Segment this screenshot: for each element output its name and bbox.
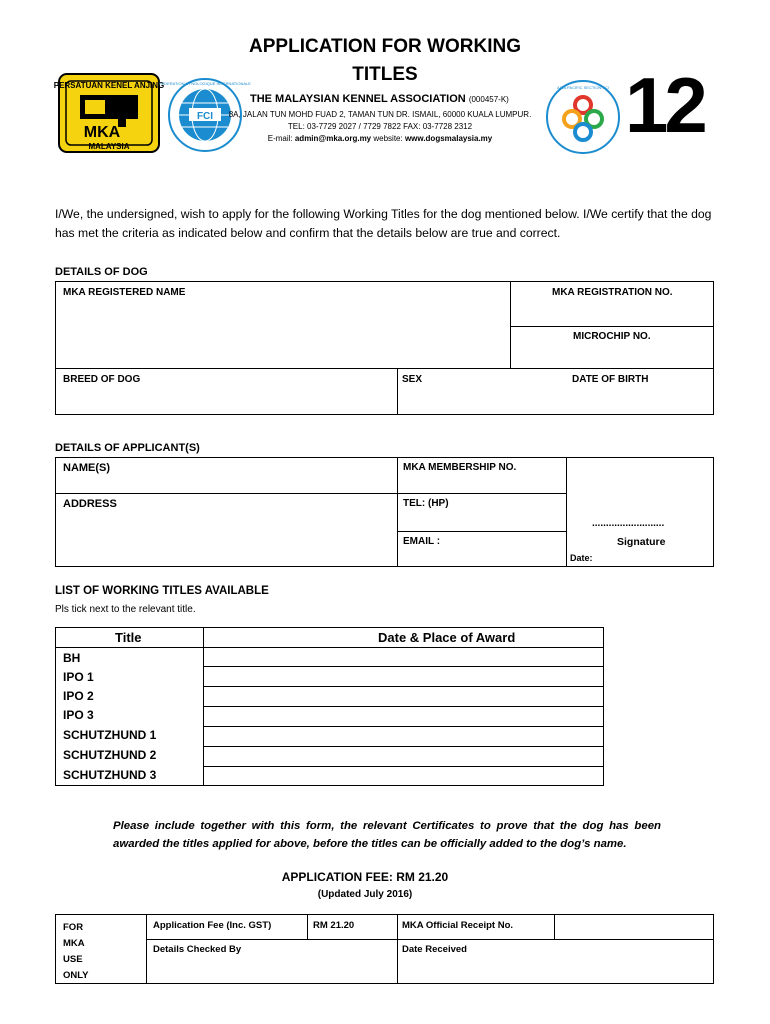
title-item-bh[interactable]: BH (63, 651, 81, 665)
microchip-no-field[interactable]: MICROCHIP NO. (573, 331, 651, 342)
tel-field[interactable]: TEL: (HP) (403, 498, 449, 509)
registration-no-field[interactable]: MKA REGISTRATION NO. (552, 287, 673, 298)
applicant-details-heading: DETAILS OF APPLICANT(S) (55, 442, 200, 454)
page-title-line2: TITLES (352, 64, 418, 85)
registered-name-field[interactable]: MKA REGISTERED NAME (63, 287, 186, 298)
title-item-ipo2[interactable]: IPO 2 (63, 689, 94, 703)
for-line1: FOR (63, 922, 84, 933)
association-address: 8A, JALAN TUN MOHD FUAD 2, TAMAN TUN DR. ISMAIL, 60000 KUALA LUMPUR. (228, 110, 532, 119)
association-reg: (000457-K) (468, 95, 509, 104)
asia-pacific-logo (543, 78, 623, 156)
application-fee: APPLICATION FEE: RM 21.20 (281, 870, 449, 884)
page-title (210, 33, 560, 89)
association-name (250, 93, 509, 105)
association-name-text: THE MALAYSIAN KENNEL ASSOCIATION (250, 93, 466, 105)
email-link[interactable]: admin@mka.org.my (294, 134, 372, 143)
signature-label: Signature (617, 536, 666, 548)
titles-subheading: Pls tick next to the relevant title. (55, 604, 196, 615)
for-line2: MKA (63, 938, 85, 949)
for-line4: ONLY (63, 970, 89, 981)
title-item-schutzhund1[interactable]: SCHUTZHUND 1 (63, 728, 157, 742)
address-field[interactable]: ADDRESS (63, 498, 117, 510)
updated-date: (Updated July 2016) (317, 889, 413, 900)
certificate-note: Please include together with this form, the relevant Certificates to prove that the dog has been awarded the titles applied for above, before the titles can be officially added to the dog’s name. (113, 820, 661, 850)
title-item-ipo1[interactable]: IPO 1 (63, 670, 94, 684)
website-label: website: (373, 134, 403, 143)
email-label: E-mail: (267, 134, 293, 143)
dog-details-table (55, 281, 714, 415)
page-title-line1: APPLICATION FOR WORKING (249, 36, 521, 57)
for-mka-use-only (63, 920, 89, 984)
sex-field[interactable]: SEX (402, 374, 423, 385)
office-amount: RM 21.20 (313, 920, 355, 931)
association-contact (220, 134, 540, 143)
names-field[interactable]: NAME(S) (63, 462, 111, 474)
mka-logo-top-text: PERSATUAN KENEL ANJING (53, 81, 165, 90)
title-item-ipo3[interactable]: IPO 3 (63, 708, 94, 722)
mka-logo (53, 73, 165, 153)
signature-line[interactable]: .......................... (592, 518, 665, 529)
mka-logo-middle-text: MKA (83, 124, 121, 141)
email-field[interactable]: EMAIL : (403, 536, 441, 547)
intro-statement: I/We, the undersigned, wish to apply for the following Working Titles for the dog mentioned below. I/We certify that the dog has met the criteria as indicated below and confirm that the details below are true and correct. (55, 207, 712, 240)
dog-details-heading: DETAILS OF DOG (55, 266, 148, 278)
col-title-header: Title (115, 630, 142, 645)
office-application-fee: Application Fee (Inc. GST) (153, 920, 272, 931)
fci-logo-ring-text: FEDERATION CYNOLOGIQUE INTERNATIONALE (159, 81, 251, 86)
title-item-schutzhund2[interactable]: SCHUTZHUND 2 (63, 748, 157, 762)
col-award-header: Date & Place of Award (378, 630, 516, 645)
breed-field[interactable]: BREED OF DOG (63, 374, 141, 385)
website-link[interactable]: www.dogsmalaysia.my (404, 134, 493, 143)
applicant-details-table (55, 457, 714, 567)
office-date-received[interactable]: Date Received (402, 944, 467, 955)
membership-no-field[interactable]: MKA MEMBERSHIP NO. (403, 462, 517, 473)
for-line3: USE (63, 954, 83, 965)
asia-pacific-logo-text: ASIA PACIFIC SECTION FCI (557, 85, 609, 90)
title-item-schutzhund3[interactable]: SCHUTZHUND 3 (63, 768, 157, 782)
association-tel-fax: TEL: 03-7729 2027 / 7729 7822 FAX: 03-7728 2312 (287, 122, 473, 131)
office-receipt-no[interactable]: MKA Official Receipt No. (402, 920, 514, 931)
mka-logo-bottom-text: MALAYSIA (88, 142, 130, 151)
form-number: 12 (625, 61, 704, 149)
dob-field[interactable]: DATE OF BIRTH (572, 374, 649, 385)
fci-logo-center-text: FCI (196, 111, 214, 122)
titles-heading: LIST OF WORKING TITLES AVAILABLE (55, 585, 269, 597)
office-checked-by[interactable]: Details Checked By (153, 944, 242, 955)
date-label: Date: (570, 553, 593, 563)
